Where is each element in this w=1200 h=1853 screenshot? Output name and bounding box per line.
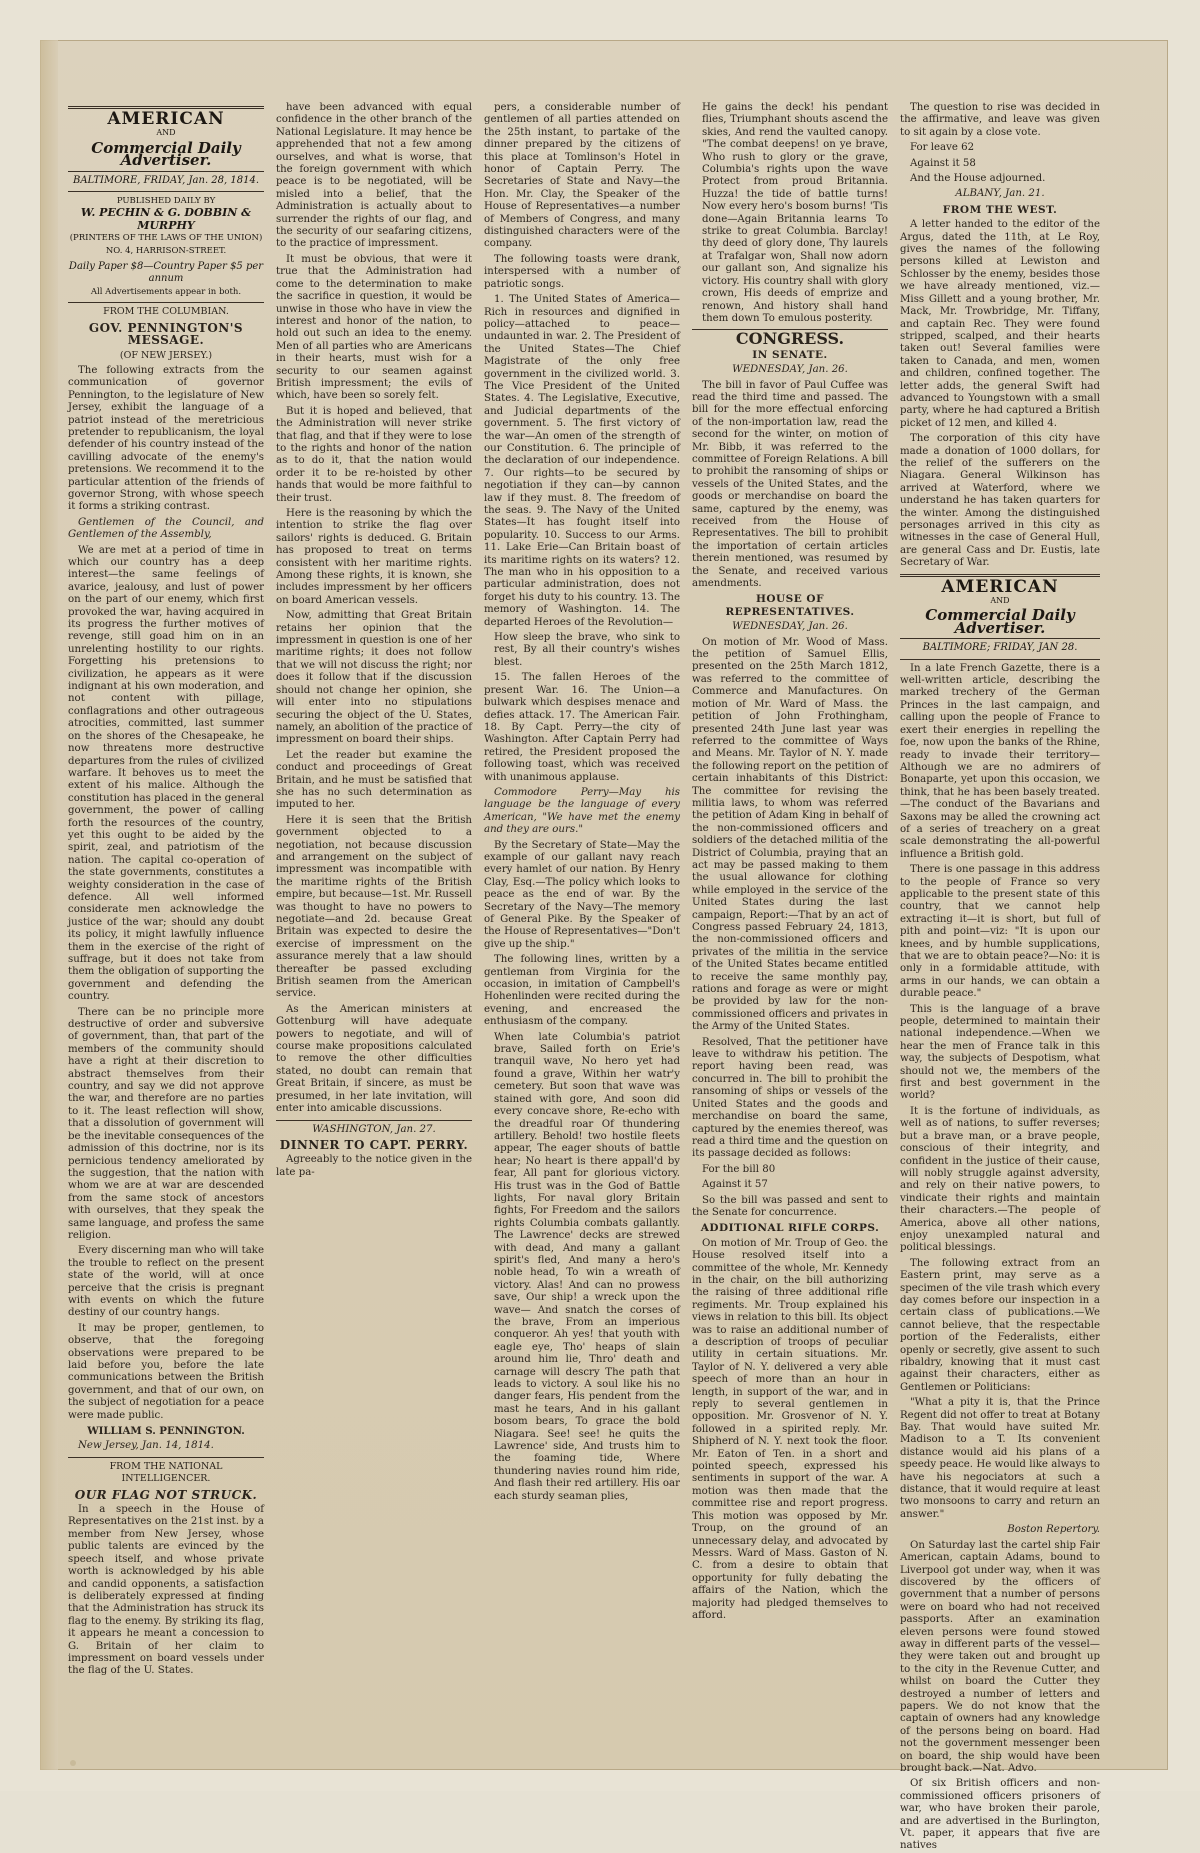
masthead-title: AMERICAN bbox=[941, 576, 1059, 597]
masthead-rule-3 bbox=[68, 302, 264, 303]
paragraph: In a speech in the House of Representatives on the 21st inst. by a member from New Jersey, whose public talents are evinced by the speech itself, and whose private worth is acknowledged by his able and candid opponents, a satisfaction is deliberately expressed at finding that the Administration has struck its flag to the enemy. By striking its flag, it appears he meant a concession to G. Britain of her claim to impressment on board vessels under the flag of the U. States. bbox=[68, 1504, 264, 1677]
source-intelligencer: FROM THE NATIONAL INTELLIGENCER. bbox=[109, 1460, 223, 1485]
salutation: Gentlemen of the Council, and Gentlemen of the Assembly, bbox=[68, 516, 264, 541]
paragraph: It is the fortune of individuals, as well as of nations, to suffer reverses; but a brave man, or a brave people, conscious of their integrity, and confident in the justice of their cause, will nobly struggle against adversity, and rely on their native powers, to vindicate their rights and maintain their characters.—The people of America, above all other nations, enjoy unexampled natural and political blessings. bbox=[900, 1105, 1100, 1254]
masthead-subtitle: Commercial Daily Advertiser. bbox=[91, 138, 241, 170]
senate-heading: IN SENATE. bbox=[752, 348, 828, 361]
section-rule bbox=[276, 1120, 472, 1121]
quotation: "What a pity it is, that the Prince Regent did not offer to treat at Botany Bay. That would have suited Mr. Madison to a T. Its convenient distance would aid his plans of a speedy peace. He would like always to have his negociators at such a distance, that it would require at least two monsoons to carry and return an answer." bbox=[900, 1397, 1100, 1520]
article-subheading: (OF NEW JERSEY.) bbox=[119, 349, 213, 361]
paragraph: By the Secretary of State—May the example of our gallant navy reach every hamlet of our nation. By Henry Clay, Esq.—The policy which looks to peace as the end of war. By the Secretary of the Navy—The memory of General Pike. By the Speaker of the House of Representatives—"Don't give up the ship." bbox=[484, 839, 680, 950]
paragraph: And the House adjourned. bbox=[910, 173, 1046, 185]
house-heading: HOUSE OF REPRESENTATIVES. bbox=[725, 593, 855, 618]
column-2 bbox=[276, 102, 472, 1750]
paragraph: But it is hoped and believed, that the Administration will never strike that flag, and that if they were to lose to the rights and honor of the nation as to do it, that the nation would order it to be re-hoisted by other hands that would be more faithful to their trust. bbox=[276, 405, 472, 504]
paragraph: It may be proper, gentlemen, to observe, that the foregoing observations were prepared to be laid before you, before the late communications between the British government, and that of our own, on the subject of negotiation for a peace were made public. bbox=[68, 1322, 264, 1421]
paragraph: On motion of Mr. Troup of Geo. the House resolved itself into a committee of the whole, Mr. Kennedy in the chair, on the bill authorizing the raising of three additional rifle regiments. Mr. Troup explained his views in relation to this bill. Its object was to raise an additional number of a description of troops of peculiar utility in certain situations. Mr. Taylor of N. Y. delivered a very able speech of more than an hour in length, in support of the war, and in reply to several gentlemen in opposition. Mr. Grosvenor of N. Y. followed in a spirited reply. Mr. Shipherd of N. Y. next took the floor. Mr. Eaton of Ten. in a short and pointed speech, expressed his sentiments in support of the war. A motion was then made that the committee rise and report progress. This motion was opposed by Mr. Troup, on the ground of an unnecessary delay, and advocated by Messrs. Ward of Mass. Gaston of N. C. from a desire to obtain that opportunity for fully debating the affairs of the Nation, which the majority had pledged themselves to afford. bbox=[692, 1237, 888, 1621]
paragraph: The following extracts from the communication of governor Pennington, to the legislature of New Jersey, exhibit the language of a patriot instead of the meretricious pretender to republicanism, the loyal defender of his country instead of the cavilling advocate of the enemy's pretensions. We recommend it to the particular attention of the friends of governor Strong, with whose speech it forms a striking contrast. bbox=[68, 364, 264, 513]
masthead-dateline: BALTIMORE, FRIDAY, Jan. 28, 1814. bbox=[72, 174, 260, 186]
paragraph: Here is the reasoning by which the intention to strike the flag over sailors' rights is deduced. G. Britain has proposed to treat on terms consistent with her maritime rights. Among these rights, it is known, she includes impressment by her officers on board American vessels. bbox=[276, 508, 472, 606]
poem-couplet: How sleep the brave, who sink to rest, By all their country's wishes blest. bbox=[494, 632, 680, 668]
newspaper-page bbox=[40, 40, 1168, 1852]
column-4 bbox=[692, 102, 888, 1750]
paragraph: Now, admitting that Great Britain retains her opinion that the impressment in question is one of her maritime rights; it does not follow that we will not discuss the right; nor does it follow that if the discussion should not change her opinion, she will enter into no stipulations securing the object of the U. States, namely, an abolition of the practice of impressment on board their ships. bbox=[276, 610, 472, 746]
paragraph: 15. The fallen Heroes of the present War. 16. The Union—a bulwark which despises menace and defies attack. 17. The American Fair. 18. By Capt. Perry—the city of Washington. After Captain Perry had retired, the President proposed the following toast, which was received with unanimous applause. bbox=[484, 672, 680, 783]
masthead-subtitle: Commercial Daily Advertiser. bbox=[925, 606, 1075, 637]
article-heading-flag: OUR FLAG NOT STRUCK. bbox=[74, 1487, 258, 1502]
paragraph: Resolved, That the petitioner have leave to withdraw his petition. The report having been read, was concurred in. The bill to prohibit the ransoming of ships or vessels of the United States and the goods and merchandise on board the same, captured by the enemies thereof, was read a third time and the question on its passage decided as follows: bbox=[692, 1036, 888, 1160]
poem-verses: When late Columbia's patriot brave, Sailed forth on Erie's tranquil wave, No hero yet had found a grave, Within her watr'y cemetery. But soon that wave was stained with gore, And soon did every concave shore, Re-echo with the dreadful roar Of thundering artillery. Behold! two hostile fleets appear, The eager shouts of battle hear; No heart is there appall'd by fear, All pant for glorious victory. His trust was in the God of Battle lights, For naval glory Britain fights, For Freedom and the sailors rights Columbia combats gallantly. The Lawrence' decks are strewed with dead, And many a gallant spirit's fled, And many a hero's noble head, To win a wreath of victory. Alas! And can no prowess save, Our ship! a wreck upon the wave— And snatch the corses of the brave, From an imperious conqueror. Ah yes! that youth with eagle eye, Tho' heaps of slain around him lie, Thro' death and carnage will descry The path that leads to victory. A soul like his no danger fears, His pendent from the mast he tears, And in his gallant bosom bears, To grace the bold Niagara. See! see! he quits the Lawrence' side, And trusts him to the foaming tide, Where thundering navies round him ride, And flash their red artillery. His oar each sturdy seaman plies, bbox=[494, 1031, 680, 1502]
vote-against: Against it 58 bbox=[910, 157, 976, 169]
publishers: W. PECHIN & G. DOBBIN & MURPHY bbox=[80, 206, 252, 232]
paragraph: The question to rise was decided in the affirmative, and leave was given to sit again by a close vote. bbox=[900, 102, 1100, 138]
paragraph: Agreeably to the notice given in the late pa- bbox=[276, 1154, 472, 1178]
masthead-and: AND bbox=[156, 128, 176, 138]
vote-for: For the bill 80 bbox=[702, 1163, 776, 1175]
masthead-and: AND bbox=[990, 596, 1010, 606]
subscription-price: Daily Paper $8—Country Paper $5 per annum bbox=[68, 261, 264, 285]
article-heading-west: FROM THE WEST. bbox=[942, 203, 1058, 216]
signature: WILLIAM S. PENNINGTON. bbox=[87, 1425, 245, 1438]
paragraph: Let the reader but examine the conduct and proceedings of Great Britain, and he must be satisfied that she has no such determination as imputed to her. bbox=[276, 749, 472, 811]
masthead-rule bbox=[68, 171, 264, 172]
paragraph: The corporation of this city have made a donation of 1000 dollars, for the relief of the sufferers on the Niagara. General Wilkinson has arrived at Waterford, where we understand he has taken quarters for the winter. Among the distinguished personages arrived in this city as witnesses in the case of General Hull, are general Cass and Dr. Eustis, late Secretary of War. bbox=[900, 433, 1100, 569]
source-columbian: FROM THE COLUMBIAN. bbox=[103, 306, 229, 318]
masthead-title: AMERICAN bbox=[107, 109, 225, 129]
article-heading-pennington: GOV. PENNINGTON'S MESSAGE. bbox=[88, 320, 244, 348]
published-by: PUBLISHED DAILY BY bbox=[116, 196, 216, 207]
inner-masthead bbox=[900, 574, 1100, 660]
paragraph: The following extract from an Eastern print, may serve as a specimen of the vile trash which every day comes before our inspection in a certain class of publications.—We cannot believe, that the respectable portion of the Federalists, either openly or secretly, give assent to such ribaldry, knowing that it must cast against their characters, either as Gentlemen or Politicians: bbox=[900, 1257, 1100, 1393]
article-heading-dinner: DINNER TO CAPT. PERRY. bbox=[279, 1137, 469, 1152]
rifle-corps-heading: ADDITIONAL RIFLE CORPS. bbox=[700, 1222, 880, 1235]
paragraph: We are met at a period of time in which our country has a deep interest—the same feelings of avarice, jealousy, and lust of power on the part of our enemy, which first provoked the war, having acquired in its progress the further motives of revenge, still goad him on in an unrelenting hostility to our rights. Forgetting his pretensions to civilization, he appears as it were indignant at his own moderation, and not content with pillage, conflagrations and other outrageous atrocities, committed, last summer on the shores of the Chesapeake, he now threatens more destructive departures from the rules of civilized warfare. It behoves us to meet the extent of his malice. Although the constitution has placed in the general government, the power of calling forth the resources of the country, yet this ought to be aided by the spirit, zeal, and patriotism of the nation. The capital co-operation of the state governments, constitutes a weighty consideration in the case of defence. All well informed considerate men acknowledge the justice of the war; should any doubt its policy, it might lawfully influence them in the exercise of the right of suffrage, but it does not take from them the obligation of supporting the government and defending the country. bbox=[68, 544, 264, 1003]
paragraph: There can be no principle more destructive of order and subversive of government, than, that part of the members of the community should have a right at their discretion to abstract themselves from their country, and say we did not approve the war, and therefore are no parties to it. The least reflection will show, that a dissolution of government will be the inevitable consequences of the admission of this doctrine, nor is its pernicious tendency ameliorated by the suggestion, that the nation with whom we are at war are descended from the same stock of ancestors with ourselves, that they speak the same language, and profess the same religion. bbox=[68, 1006, 264, 1241]
printers: (PRINTERS OF THE LAWS OF THE UNION) bbox=[69, 233, 263, 244]
paragraph: The following toasts were drank, interspersed with a number of patriotic songs. bbox=[484, 253, 680, 290]
masthead-rule-2 bbox=[900, 659, 1100, 660]
torn-edge bbox=[40, 40, 58, 1770]
quote-credit: Boston Repertory. bbox=[1007, 1524, 1100, 1536]
poem-verses: He gains the deck! his pendant flies, Triumphant shouts ascend the skies, And rend the vaulted canopy. "The combat deepens! on ye brave, Who rush to glory or the grave, Columbia's rights upon the wave Protect from proud Britannia. Huzza! the tide of battle turns! Now every hero's bosom burns! 'Tis done—Again Britannia learns To strike to great Columbia. Barclay! thy deed of glory done, Thy laurels at Trafalgar won, Shall now adorn our gallant son, And signalize his victory. His country shall with glory crown, His deeds of emprize and renown, And history shall hand them down To emulous posterity. bbox=[702, 102, 888, 324]
paragraph: As the American ministers at Gottenburg will have adequate powers to negotiate, and will of course make propositions calculated to remove the other difficulties stated, no doubt can remain that Great Britain, if sincere, as must be presumed, in her late invitation, will enter into amicable discussions. bbox=[276, 1003, 472, 1115]
paragraph: This is the language of a brave people, determined to maintain their national independence.—When we hear the men of France talk in this way, the subjects of Despotism, what should not we, the members of the first and best government in the world? bbox=[900, 1003, 1100, 1102]
paragraph: have been advanced with equal confidence in the other branch of the National Legislature. It may hence be apprehended that not a few among ourselves, and what is worse, that the foreign government with which peace is to be negotiated, will be misled into a belief, that the Administration is actually about to surrender the rights of our flag, and the security of our seafaring citizens, to the practice of impressment. bbox=[276, 102, 472, 250]
masthead bbox=[68, 106, 264, 303]
vote-against: Against it 57 bbox=[702, 1179, 768, 1191]
paragraph: It must be obvious, that were it true that the Administration had come to the determination to make the sacrifice in question, it would be unwise in those who have in view the interest and honor of the nation, to hold out such an idea to the enemy. Men of all parties who are Americans in their hearts, must wish for a security to our seamen against British impressment; the evils of which, have been so sorely felt. bbox=[276, 253, 472, 402]
house-date: WEDNESDAY, Jan. 26. bbox=[732, 621, 848, 633]
paragraph: So the bill was passed and sent to the Senate for concurrence. bbox=[692, 1194, 888, 1218]
paragraph: On Saturday last the cartel ship Fair American, captain Adams, bound to Liverpool got under way, when it was discovered by the officers of government that a number of persons were on board who had not received passports. After an examination eleven persons were found stowed away in different parts of the vessel—they were taken out and brought up to the city in the Revenue Cutter, and whilst on board the Cutter they destroyed a number of letters and papers. We do not know that the captain of owners had any knowledge of the persons being on board. Had not the government messenger been on board, the ship would have been brought back.—Nat. Advo. bbox=[900, 1539, 1100, 1774]
paragraph: Commodore Perry—May his language be the language of every American, "We have met the enemy and they are ours." bbox=[484, 786, 680, 836]
paragraph: pers, a considerable number of gentlemen of all parties attended on the 25th instant, to partake of the dinner prepared by the citizens of this place at Tomlinson's Hotel in honor of Captain Perry. The Secretaries of State and Navy—the Hon. Mr. Clay, the Speaker of the House of Representatives—a number of Members of Congress, and many distinguished characters were of the company. bbox=[484, 102, 680, 250]
dateline-washington: WASHINGTON, Jan. 27. bbox=[312, 1123, 436, 1135]
paragraph: Here it is seen that the British government objected to a negotiation, not because discussion and arrangement on the subject of impressment was incompatible with the maritime rights of the British empire, but because—1st. Mr. Russell was thought to have no powers to negotiate—and 2d. because Great Britain was expected to desire the exercise of impressment on the assurance merely that a law should thereafter be passed excluding British seamen from the American service. bbox=[276, 814, 472, 1000]
advertisements-note: All Advertisements appear in both. bbox=[90, 286, 242, 297]
column-3 bbox=[484, 102, 680, 1750]
paragraph: On motion of Mr. Wood of Mass. the petition of Samuel Ellis, presented on the 25th March 1812, was referred to the committee of Commerce and Manufactures. On motion of Mr. Ward of Mass. the petition of John Frothingham, presented 24th June last year was referred to the committee of Ways and Means. Mr. Taylor of N. Y. made the following report on the petition of certain inhabitants of this District: The committee for revising the militia laws, to whom was referred the petition of Adam King in behalf of the non-commissioned officers and soldiers of the detached militia of the District of Columbia, praying that an act may be passed making to them the usual allowance for clothing while employed in the service of the United States during the last campaign, Report:—That by an act of Congress passed February 24, 1813, the non-commissioned officers and privates of the militia in the service of the United States became entitled to receive the same monthly pay, rations and forage as were or might be provided by law for the non-commissioned officers and privates in the Army of the United States. bbox=[692, 636, 888, 1033]
masthead-rule-2 bbox=[68, 191, 264, 192]
paragraph: The bill in favor of Paul Cuffee was read the third time and passed. The bill for the more effectual enforcing of the non-importation law, read the second for the winter, on motion of Mr. Bibb, it was referred to the committee of Foreign Relations. A bill to prohibit the ransoming of ships or vessels of the United States, and the goods or merchandise on board the same, captured by the enemy, was received from the House of Representatives. The bill to prohibit the importation of certain articles therein mentioned, was resumed by the Senate, and received various amendments. bbox=[692, 379, 888, 590]
paper-blemish bbox=[70, 1760, 76, 1766]
congress-heading: CONGRESS. bbox=[735, 329, 845, 349]
paragraph: In a late French Gazette, there is a well-written article, describing the marked trechery of the German Princes in the last campaign, and calling upon the people of France to exert their energies in repelling the foe, now upon the banks of the Rhine, ready to invade their territory—Although we are no admirers of Bonaparte, yet upon this occasion, we think, that he has been basely treated.—The conduct of the Bavarians and Saxons may be alled the crowning act of a series of treachery on a great scale demonstrating the all-powerful influence a British gold. bbox=[900, 662, 1100, 860]
toast-list: 1. The United States of America—Rich in resources and dignified in policy—attached to peace—undaunted in war. 2. The President of the United States—The Chief Magistrate of the only free government in the civilized world. 3. The Vice President of the United States. 4. The Legislative, Executive, and Judicial departments of the government. 5. The first victory of the war—An omen of the strength of our Constitution. 6. The principle of the declaration of our independence. 7. Our rights—to be secured by negotiation if they can—by cannon law if they must. 8. The freedom of the seas. 9. The Navy of the United States—It has fought itself into popularity. 10. Success to our Arms. 11. Lake Erie—Can Britain boast of its maritime rights on its waters? 12. The man who in his opposition to a particular administration, does not forget his duty to his country. 13. The memory of Washington. 14. The departed Heroes of the Revolution— bbox=[484, 294, 680, 628]
senate-date: WEDNESDAY, Jan. 26. bbox=[732, 364, 848, 376]
paragraph: Of six British officers and non-commissioned officers prisoners of war, who have broken their parole, and are advertised in the Burlington, Vt. paper, it appears that five are natives bbox=[900, 1778, 1100, 1852]
paragraph: A letter handed to the editor of the Argus, dated the 11th, at Le Roy, gives the names of the following persons killed at Lewiston and Schlosser by the enemy, besides those we have already mentioned, viz.—Miss Gillett and a young brother, Mr. Mack, Mr. Trowbridge, Mr. Tiffany, and captain Rec. They were found stripped, scalped, and their hearts taken out! Several families were taken to Canada, and men, women and children, confined together. The letter adds, the general Swift had advanced to Youngstown with a small party, where he had captured a British picket of 12 men, and killed 4. bbox=[900, 219, 1100, 429]
dateline-albany: ALBANY, Jan. 21. bbox=[955, 188, 1045, 200]
paragraph: Every discerning man who will take the trouble to reflect on the present state of the world, will at once perceive that the crisis is pregnant with events on which the future destiny of our country hangs. bbox=[68, 1245, 264, 1319]
masthead-dateline: BALTIMORE; FRIDAY, JAN 28. bbox=[922, 642, 1078, 654]
vote-for: For leave 62 bbox=[910, 142, 975, 154]
masthead-rule bbox=[900, 638, 1100, 639]
section-rule bbox=[68, 1457, 264, 1458]
column-5 bbox=[900, 102, 1100, 1852]
address: NO. 4, HARRISON-STREET. bbox=[105, 245, 227, 256]
column-1 bbox=[68, 102, 264, 1750]
paragraph: The following lines, written by a gentleman from Virginia for the occasion, in imitation of Campbell's Hohenlinden were recited during the evening, and encreased the enthusiasm of the company. bbox=[484, 954, 680, 1028]
signature-place: New Jersey, Jan. 14, 1814. bbox=[78, 1440, 214, 1452]
paragraph: There is one passage in this address to the people of France so very applicable to the present state of this country, that we cannot help extracting it—it is short, but full of pith and point—viz: "It is upon our knees, and by humble supplications, that we are to obtain peace?—No: it is only in a formidable attitude, with arms in our hands, we can obtain a durable peace." bbox=[900, 864, 1100, 1000]
